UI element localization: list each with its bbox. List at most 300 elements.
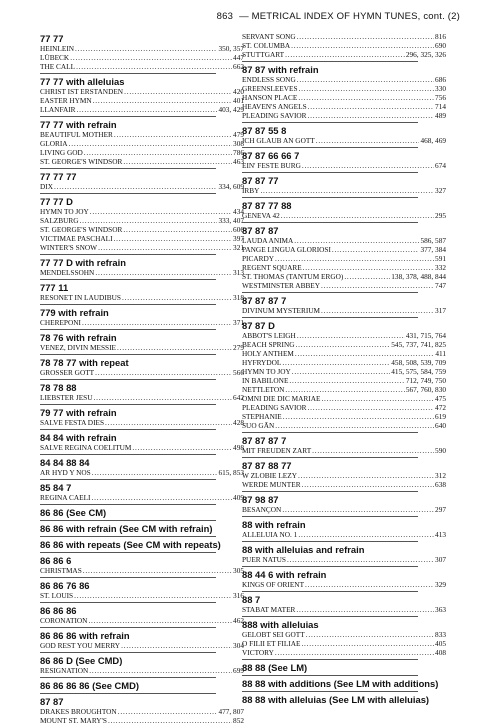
dot-leader <box>294 236 419 245</box>
dot-leader <box>122 293 232 302</box>
tune-name: ST. LOUIS <box>40 591 74 600</box>
meter-group <box>242 661 446 673</box>
hymn-numbers: 401 <box>233 96 244 105</box>
tune-name: GLORIA <box>40 139 68 148</box>
tune-name: SALVE REGINA COELITUM <box>40 443 132 452</box>
tune-name: HANSON PLACE <box>242 93 298 102</box>
tune-entry <box>40 216 244 225</box>
tune-entry <box>40 616 244 625</box>
hymn-numbers: 756 <box>435 93 446 102</box>
tune-entry <box>242 186 446 195</box>
hymn-numbers: 619 <box>435 412 446 421</box>
tune-entry <box>242 111 446 120</box>
tune-entry <box>40 293 244 302</box>
hymn-numbers: 296, 325, 326 <box>405 50 446 59</box>
tune-entry <box>242 605 446 614</box>
meter-heading: 79 77 with refrain <box>40 407 117 418</box>
meter-group <box>242 618 446 657</box>
tune-entry <box>40 182 244 191</box>
dot-leader <box>93 96 232 105</box>
tune-entry <box>40 343 244 352</box>
hymn-numbers: 852 <box>233 716 244 725</box>
dot-leader <box>332 245 420 254</box>
meter-group <box>242 434 446 455</box>
tune-name: EIN' FESTE BURG <box>242 161 301 170</box>
hymn-numbers: 313 <box>233 268 244 277</box>
hymn-numbers: 377, 384 <box>420 245 446 254</box>
tune-entry <box>242 254 446 263</box>
section-divider <box>40 254 216 255</box>
hymn-numbers: 699 <box>233 666 244 675</box>
tune-entry <box>40 139 244 148</box>
dot-leader <box>124 87 232 96</box>
meter-group <box>40 654 244 675</box>
hymn-numbers: 638 <box>435 480 446 489</box>
tune-name: IN BABILONE <box>242 376 289 385</box>
meter-heading: 78 76 with refrain <box>40 332 117 343</box>
dot-leader <box>306 630 434 639</box>
meter-group <box>40 281 244 302</box>
tune-name: PICARDY <box>242 254 275 263</box>
tune-entry <box>40 207 244 216</box>
tune-name: REGINA CAELI <box>40 493 91 502</box>
tune-entry <box>40 87 244 96</box>
tune-name: ALLELUIA NO. 1 <box>242 530 298 539</box>
tune-name: VICTORY <box>242 648 274 657</box>
meter-group <box>242 319 446 430</box>
dot-leader <box>105 418 232 427</box>
section-divider <box>40 354 216 355</box>
tune-name: LLANFAIR <box>40 105 76 114</box>
tune-name: GENEVA 42 <box>242 211 280 220</box>
page-title: — METRICAL INDEX OF HYMN TUNES, cont. (2) <box>239 11 460 22</box>
tune-name: HEAVEN'S ANGELS <box>242 102 307 111</box>
meter-heading: 87 87 <box>40 696 64 707</box>
tune-entry <box>242 161 446 170</box>
section-divider <box>242 61 418 62</box>
meter-heading: 88 7 <box>242 594 261 605</box>
dot-leader <box>89 666 232 675</box>
tune-entry <box>40 268 244 277</box>
meter-group <box>40 170 244 191</box>
meter-group <box>40 522 244 534</box>
tune-entry <box>242 84 446 93</box>
hymn-numbers: 690 <box>435 41 446 50</box>
dot-leader <box>70 53 232 62</box>
hymn-numbers: 712, 749, 750 <box>405 376 446 385</box>
tune-entry <box>40 443 244 452</box>
meter-heading: 86 86 (See CM) <box>40 507 107 518</box>
section-divider <box>242 222 418 223</box>
tune-entry <box>242 236 446 245</box>
hymn-numbers: 312 <box>435 471 446 480</box>
section-divider <box>242 616 418 617</box>
hymn-numbers: 420 <box>233 87 244 96</box>
dot-leader <box>308 403 435 412</box>
tune-name: CHRIST IST ERSTANDEN <box>40 87 124 96</box>
tune-entry <box>242 639 446 648</box>
dot-leader <box>291 41 434 50</box>
meter-group <box>40 118 244 166</box>
tune-entry <box>242 403 446 412</box>
tune-name: NETTLETON <box>242 385 285 394</box>
tune-name: CHRISTMAS <box>40 566 82 575</box>
tune-name: BEAUTIFUL MOTHER <box>40 130 113 139</box>
meter-heading: 87 87 87 7 <box>242 435 287 446</box>
meter-heading: 87 87 55 8 <box>242 125 287 136</box>
meter-heading: 888 with alleluias <box>242 619 319 630</box>
tune-name: REGENT SQUARE <box>242 263 302 272</box>
dot-leader <box>88 616 232 625</box>
meter-group <box>40 679 244 691</box>
tune-entry <box>40 368 244 377</box>
section-divider <box>242 675 418 676</box>
hymn-numbers: 316 <box>233 591 244 600</box>
meter-group <box>242 459 446 489</box>
tune-name: VENEZ, DIVIN MESSIE <box>40 343 117 352</box>
tune-name: ENDLESS SONG <box>242 75 296 84</box>
hymn-numbers: 434 <box>233 207 244 216</box>
tune-name: HEINLEIN <box>40 44 75 53</box>
tune-name: BEACH SPRING <box>242 340 295 349</box>
dot-leader <box>95 368 232 377</box>
hymn-numbers: 321 <box>233 243 244 252</box>
hymn-numbers: 350, 357 <box>218 44 244 53</box>
meter-group <box>242 294 446 315</box>
hymn-numbers: 330 <box>435 84 446 93</box>
hymn-numbers: 586, 587 <box>420 236 446 245</box>
tune-name: ST. COLUMBA <box>242 41 291 50</box>
tune-name: IRBY <box>242 186 260 195</box>
tune-entry <box>40 53 244 62</box>
meter-group <box>40 406 244 427</box>
tune-name: W ZLOBIE LEZY <box>242 471 297 480</box>
left-column <box>40 32 244 727</box>
section-divider <box>242 122 418 123</box>
tune-entry <box>40 318 244 327</box>
tune-name: DIX <box>40 182 53 191</box>
section-divider <box>242 457 418 458</box>
tune-entry <box>242 136 446 145</box>
dot-leader <box>275 254 434 263</box>
tune-entry <box>242 421 446 430</box>
tune-entry <box>242 630 446 639</box>
hymn-numbers: 307 <box>435 555 446 564</box>
dot-leader <box>285 385 404 394</box>
dot-leader <box>298 93 434 102</box>
tune-name: DRAKES BROUGHTON <box>40 707 117 716</box>
hymn-numbers: 816 <box>435 32 446 41</box>
tune-entry <box>242 530 446 539</box>
tune-entry <box>40 716 244 725</box>
meter-heading: 84 84 with refrain <box>40 432 117 443</box>
dot-leader <box>84 148 232 157</box>
tune-name: CHEREPONI <box>40 318 81 327</box>
tune-name: LIEBSTER JESU <box>40 393 93 402</box>
hymn-numbers: 297 <box>435 505 446 514</box>
meter-heading: 86 86 D (See CMD) <box>40 655 123 666</box>
tune-name: MOUNT ST. MARY'S <box>40 716 107 725</box>
meter-heading: 779 with refrain <box>40 307 109 318</box>
section-divider <box>40 454 216 455</box>
hymn-numbers: 468, 469 <box>420 136 446 145</box>
section-divider <box>40 73 216 74</box>
hymn-numbers: 308 <box>233 139 244 148</box>
hymn-numbers: 279 <box>233 343 244 352</box>
hymn-numbers: 606 <box>233 225 244 234</box>
dot-leader <box>260 186 434 195</box>
dot-leader <box>121 641 232 650</box>
tune-name: RESONET IN LAUDIBUS <box>40 293 121 302</box>
hymn-numbers: 327 <box>435 186 446 195</box>
tune-entry <box>40 157 244 166</box>
tune-entry <box>40 105 244 114</box>
meter-heading: 87 87 88 77 <box>242 460 292 471</box>
tune-name: ST. THOMAS (TANTUM ERGO) <box>242 272 344 281</box>
dot-leader <box>123 225 232 234</box>
dot-leader <box>117 343 232 352</box>
tune-name: MENDELSSOHN <box>40 268 95 277</box>
section-divider <box>40 304 216 305</box>
dot-leader <box>282 505 434 514</box>
hymn-numbers: 408 <box>435 648 446 657</box>
meter-heading: 87 98 87 <box>242 494 279 505</box>
dot-leader <box>283 412 434 421</box>
tune-entry <box>40 96 244 105</box>
dot-leader <box>308 102 434 111</box>
section-divider <box>40 379 216 380</box>
tune-entry <box>242 263 446 272</box>
tune-name: SALVE FESTA DIES <box>40 418 105 427</box>
hymn-numbers: 786 <box>233 148 244 157</box>
meter-heading: 88 with refrain <box>242 519 306 530</box>
meter-heading: 77 77 with refrain <box>40 119 117 130</box>
tune-entry <box>242 281 446 290</box>
meter-heading: 88 with alleluias and refrain <box>242 544 365 555</box>
meter-group <box>242 677 446 689</box>
dot-leader <box>302 161 434 170</box>
section-divider <box>242 317 418 318</box>
tune-entry <box>40 130 244 139</box>
meter-group <box>242 32 446 59</box>
dot-leader <box>92 468 218 477</box>
meter-heading: 87 87 77 <box>242 175 279 186</box>
dot-leader <box>298 471 434 480</box>
tune-name: WESTMINSTER ABBEY <box>242 281 321 290</box>
section-divider <box>242 292 418 293</box>
dot-leader <box>98 243 232 252</box>
tune-name: SERVANT SONG <box>242 32 296 41</box>
tune-name: STUTTGART <box>242 50 285 59</box>
dot-leader <box>305 580 434 589</box>
tune-name: SALZBURG <box>40 216 79 225</box>
meter-heading: 87 87 D <box>242 320 275 331</box>
tune-entry <box>40 566 244 575</box>
meter-heading: 88 88 with additions (See LM with additions) <box>242 678 439 689</box>
meter-heading: 87 87 77 88 <box>242 200 292 211</box>
meter-heading: 87 87 with refrain <box>242 64 319 75</box>
meter-heading: 77 77 77 <box>40 171 77 182</box>
section-divider <box>242 591 418 592</box>
hymn-numbers: 463 <box>233 157 244 166</box>
dot-leader <box>321 281 434 290</box>
dot-leader <box>76 62 232 71</box>
tune-name: PLEADING SAVIOR <box>242 111 307 120</box>
hymn-numbers: 318 <box>233 293 244 302</box>
tune-name: CORONATION <box>40 616 88 625</box>
dot-leader <box>297 331 405 340</box>
meter-heading: 77 77 D with refrain <box>40 257 126 268</box>
hymn-numbers: 479 <box>233 130 244 139</box>
meter-heading: 77 77 with alleluias <box>40 76 125 87</box>
hymn-numbers: 566 <box>233 368 244 377</box>
meter-heading: 78 78 88 <box>40 382 77 393</box>
hymn-numbers: 409 <box>233 493 244 502</box>
tune-entry <box>242 480 446 489</box>
section-divider <box>242 566 418 567</box>
section-divider <box>40 627 216 628</box>
tune-entry <box>40 148 244 157</box>
hymn-numbers: 317 <box>435 306 446 315</box>
tune-entry <box>242 245 446 254</box>
dot-leader <box>289 376 404 385</box>
tune-entry <box>242 505 446 514</box>
meter-group <box>242 518 446 539</box>
tune-entry <box>242 412 446 421</box>
dot-leader <box>282 358 390 367</box>
dot-leader <box>297 75 434 84</box>
hymn-numbers: 329 <box>435 580 446 589</box>
meter-group <box>40 306 244 327</box>
tune-entry <box>242 471 446 480</box>
tune-entry <box>40 493 244 502</box>
tune-name: STEPHANIE <box>242 412 282 421</box>
meter-heading: 88 88 (See LM) <box>242 662 308 673</box>
meter-group <box>40 195 244 252</box>
meter-heading: 77 77 <box>40 33 64 44</box>
tune-name: ICH GLAUB AN GOTT <box>242 136 315 145</box>
tune-entry <box>40 225 244 234</box>
hymn-numbers: 472 <box>435 403 446 412</box>
meter-group <box>242 693 446 705</box>
hymn-numbers: 405 <box>435 639 446 648</box>
dot-leader <box>285 50 405 59</box>
meter-heading: 87 87 87 <box>242 225 279 236</box>
tune-name: ST. GEORGE'S WINDSOR <box>40 225 123 234</box>
tune-entry <box>242 32 446 41</box>
section-divider <box>242 197 418 198</box>
tune-name: GREENSLEEVES <box>242 84 298 93</box>
dot-leader <box>90 207 232 216</box>
section-divider <box>40 479 216 480</box>
section-divider <box>242 172 418 173</box>
hymn-numbers: 138, 378, 488, 844 <box>391 272 446 281</box>
section-divider <box>40 577 216 578</box>
dot-leader <box>94 393 233 402</box>
section-divider <box>40 693 216 694</box>
right-column <box>242 32 446 707</box>
meter-heading: 85 84 7 <box>40 482 72 493</box>
dot-leader <box>91 493 232 502</box>
hymn-numbers: 371 <box>233 318 244 327</box>
hymn-numbers: 591 <box>435 254 446 263</box>
meter-heading: 84 84 88 84 <box>40 457 90 468</box>
dot-leader <box>82 318 232 327</box>
hymn-numbers: 462 <box>233 616 244 625</box>
tune-name: ST. GEORGE'S WINDSOR <box>40 157 123 166</box>
meter-group <box>40 506 244 518</box>
section-divider <box>40 168 216 169</box>
hymn-numbers: 475 <box>435 394 446 403</box>
meter-group <box>242 543 446 564</box>
tune-entry <box>242 376 446 385</box>
meter-heading: 86 86 86 86 (See CMD) <box>40 680 140 691</box>
dot-leader <box>118 707 218 716</box>
hymn-numbers: 662 <box>233 62 244 71</box>
tune-entry <box>40 62 244 71</box>
dot-leader <box>308 111 435 120</box>
tune-entry <box>242 211 446 220</box>
tune-entry <box>40 44 244 53</box>
section-divider <box>40 193 216 194</box>
tune-name: DIVINUM MYSTERIUM <box>242 306 321 315</box>
hymn-numbers: 545, 737, 741, 825 <box>391 340 446 349</box>
meter-heading: 77 77 D <box>40 196 73 207</box>
hymn-numbers: 714 <box>435 102 446 111</box>
dot-leader <box>299 84 435 93</box>
hymn-numbers: 332 <box>435 263 446 272</box>
meter-group <box>242 124 446 145</box>
dot-leader <box>296 605 434 614</box>
meter-group <box>40 481 244 502</box>
tune-name: ABBOT'S LEIGH <box>242 331 296 340</box>
section-divider <box>40 552 216 553</box>
section-divider <box>40 536 216 537</box>
tune-name: THE CALL <box>40 62 76 71</box>
dot-leader <box>114 130 232 139</box>
meter-heading: 86 86 6 <box>40 555 72 566</box>
dot-leader <box>69 139 232 148</box>
tune-name: GELOBT SEI GOTT <box>242 630 305 639</box>
hymn-numbers: 489 <box>435 111 446 120</box>
meter-group <box>40 538 244 550</box>
tune-name: HYFRYDOL <box>242 358 282 367</box>
dot-leader <box>74 591 232 600</box>
dot-leader <box>287 555 434 564</box>
section-divider <box>242 516 418 517</box>
meter-group <box>40 32 244 71</box>
meter-group <box>40 579 244 600</box>
dot-leader <box>114 234 233 243</box>
section-divider <box>40 602 216 603</box>
tune-entry <box>242 306 446 315</box>
tune-name: KINGS OF ORIENT <box>242 580 305 589</box>
tune-entry <box>40 591 244 600</box>
meter-group <box>242 568 446 589</box>
meter-group <box>40 456 244 477</box>
tune-entry <box>40 707 244 716</box>
tune-entry <box>242 102 446 111</box>
tune-name: GROSSER GOTT <box>40 368 95 377</box>
meter-heading: 86 86 86 with refrain <box>40 630 130 641</box>
section-divider <box>40 652 216 653</box>
dot-leader <box>77 105 218 114</box>
meter-group <box>40 356 244 377</box>
section-divider <box>40 677 216 678</box>
hymn-numbers: 413 <box>435 530 446 539</box>
tune-name: GOD REST YOU MERRY <box>40 641 121 650</box>
section-divider <box>40 279 216 280</box>
